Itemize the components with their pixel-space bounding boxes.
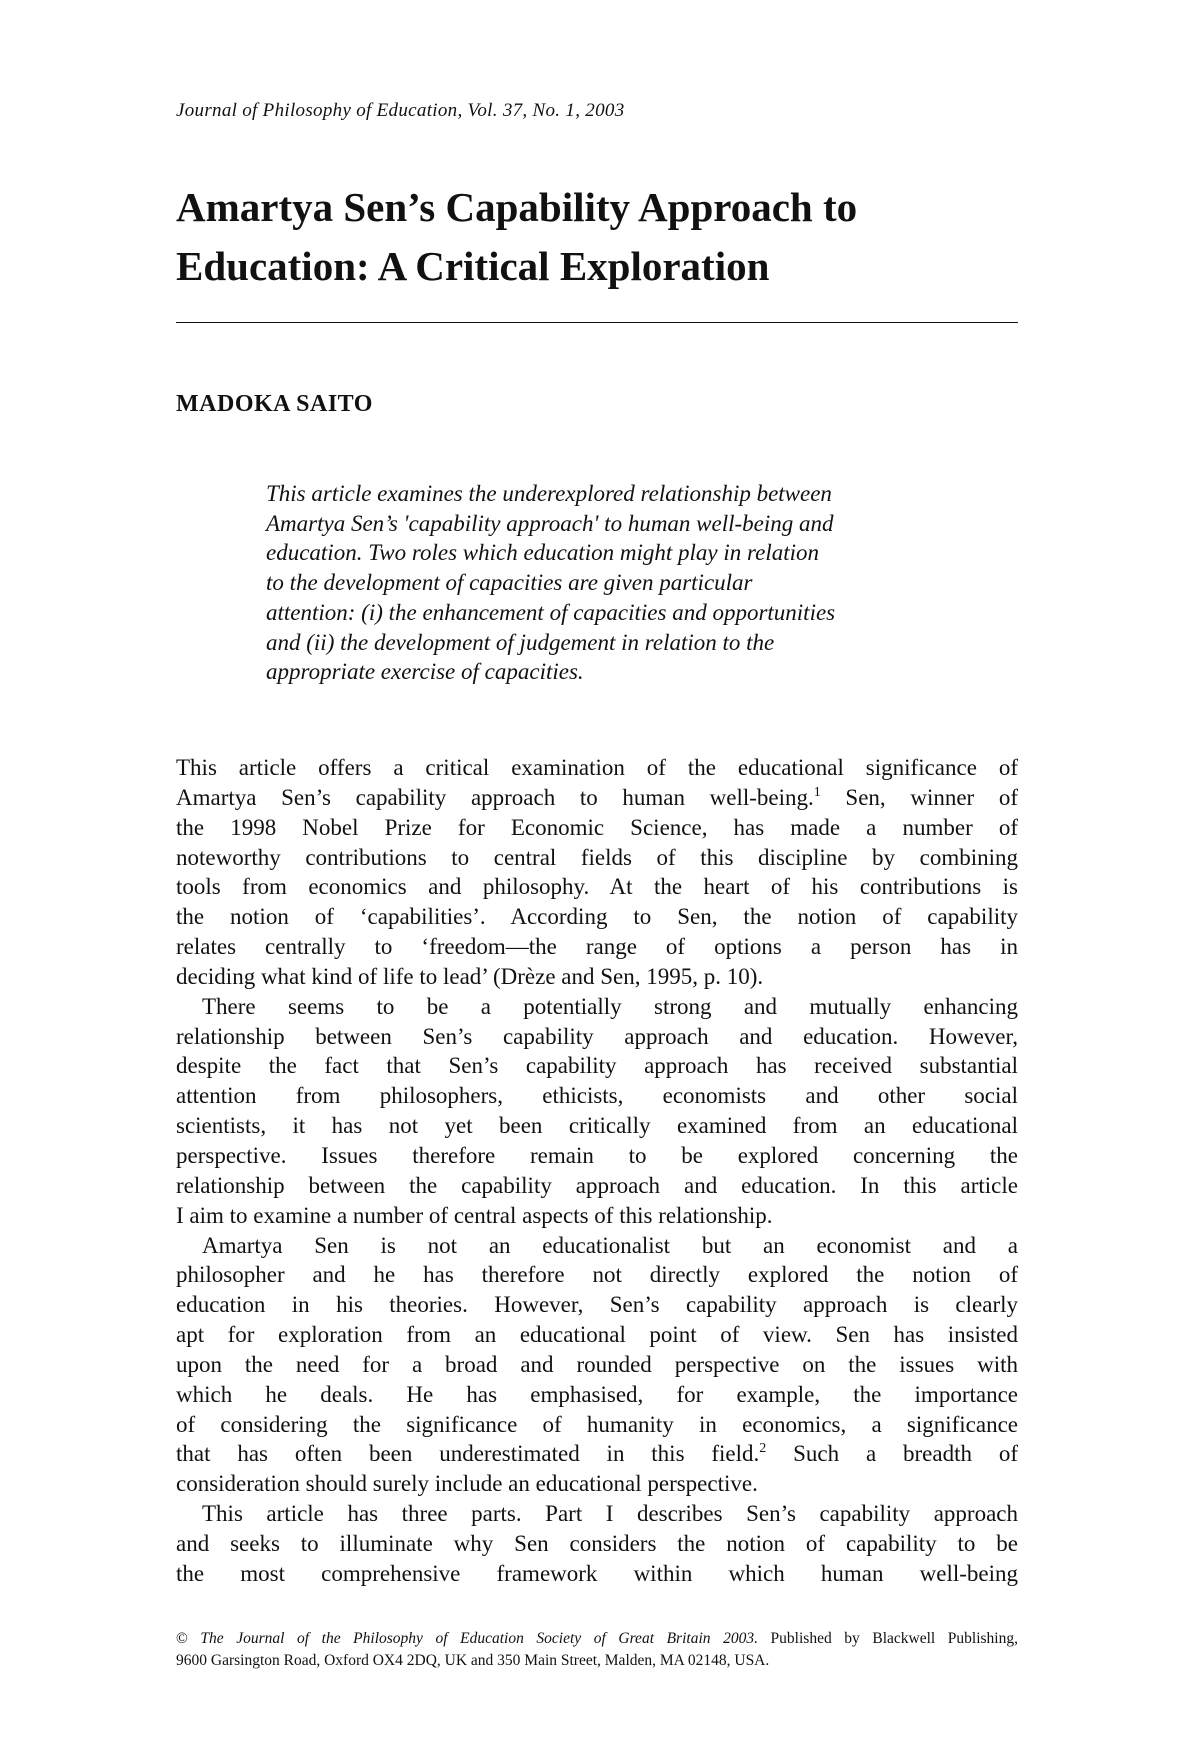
author-name: MADOKA SAITO xyxy=(176,391,373,417)
text-line: the most comprehensive framework within which human well-being xyxy=(176,1560,1018,1586)
text-line: relationship between the capability approach and education. In this article xyxy=(176,1172,1018,1198)
text-line: the 1998 Nobel Prize for Economic Science, has made a number of xyxy=(176,814,1018,840)
text-line xyxy=(176,783,1018,813)
text-line: the notion of ‘capabilities’. According to Sen, the notion of capability xyxy=(176,904,1018,930)
text-line: education in his theories. However, Sen’s capability approach is clearly xyxy=(176,1292,1018,1318)
title-divider xyxy=(176,322,1018,323)
abstract-line: appropriate exercise of capacities. xyxy=(266,659,584,685)
abstract-line: and (ii) the development of judgement in relation to the xyxy=(266,629,775,655)
footer-line-1 xyxy=(176,1628,1018,1650)
article-title-line-2: Education: A Critical Exploration xyxy=(176,243,770,289)
article-title-line-1: Amartya Sen’s Capability Approach to xyxy=(176,184,858,230)
abstract-line: attention: (i) the enhancement of capacities and opportunities xyxy=(266,599,836,625)
text-line: perspective. Issues therefore remain to be explored concerning the xyxy=(176,1142,1018,1168)
text-line: deciding what kind of life to lead’ (Drèze and Sen, 1995, p. 10). xyxy=(176,963,764,989)
text-line: relationship between Sen’s capability approach and education. However, xyxy=(176,1023,1018,1049)
footnote-ref-1[interactable]: 1 xyxy=(813,784,821,800)
text-line: despite the fact that Sen’s capability approach has received substantial xyxy=(176,1053,1018,1079)
text-fragment: Sen, winner of xyxy=(820,784,1019,810)
text-line: scientists, it has not yet been critically examined from an educational xyxy=(176,1113,1018,1139)
text-line: This article offers a critical examination of the educational significance of xyxy=(176,755,1018,780)
text-line: attention from philosophers, ethicists, economists and other social xyxy=(176,1083,1018,1109)
abstract-line: This article examines the underexplored relationship between xyxy=(266,481,832,506)
copyright-footer xyxy=(176,1628,1018,1672)
text-line: There seems to be a potentially strong and mutually enhancing xyxy=(202,993,1018,1019)
abstract-line: Amartya Sen’s 'capability approach' to human well-being and xyxy=(266,510,834,536)
publisher-name: Published by Blackwell Publishing, xyxy=(757,1630,1018,1647)
footnote-ref-2[interactable]: 2 xyxy=(759,1441,767,1457)
text-line: which he deals. He has emphasised, for example, the importance xyxy=(176,1381,1018,1407)
journal-header: Journal of Philosophy of Education, Vol. 37, No. 1, 2003 xyxy=(176,100,625,121)
text-line: consideration should surely include an educational perspective. xyxy=(176,1471,758,1497)
text-line: relates centrally to ‘freedom—the range of options a person has in xyxy=(176,934,1018,960)
text-line: tools from economics and philosophy. At the heart of his contributions is xyxy=(176,874,1018,900)
article-body xyxy=(176,753,1018,1589)
paragraph-4 xyxy=(176,1499,1018,1589)
paragraph-3 xyxy=(176,1231,1018,1500)
abstract-line: education. Two roles which education might play in relation xyxy=(266,540,820,566)
abstract xyxy=(266,479,986,687)
copyright-icon: © xyxy=(176,1630,188,1647)
text-line xyxy=(176,1439,1018,1469)
text-line: philosopher and he has therefore not directly explored the notion of xyxy=(176,1262,1018,1288)
text-line: I aim to examine a number of central aspects of this relationship. xyxy=(176,1202,773,1228)
abstract-line: to the development of capacities are given particular xyxy=(266,570,753,596)
text-fragment: Amartya Sen’s capability approach to human well-being. xyxy=(176,784,814,810)
text-line: upon the need for a broad and rounded perspective on the issues with xyxy=(176,1351,1018,1377)
text-line: noteworthy contributions to central fields of this discipline by combining xyxy=(176,844,1018,870)
text-line: This article has three parts. Part I describes Sen’s capability approach xyxy=(202,1501,1018,1527)
text-line: Amartya Sen is not an educationalist but an economist and a xyxy=(202,1232,1018,1258)
text-line: and seeks to illuminate why Sen considers the notion of capability to be xyxy=(176,1530,1018,1556)
society-name: The Journal of the Philosophy of Education Society of Great Britain 2003. xyxy=(187,1630,758,1647)
text-fragment: Such a breadth of xyxy=(766,1441,1018,1467)
paragraph-2 xyxy=(176,992,1018,1231)
article-title xyxy=(176,178,1036,296)
publisher-address: 9600 Garsington Road, Oxford OX4 2DQ, UK and 350 Main Street, Malden, MA 02148, USA. xyxy=(176,1652,770,1669)
text-fragment: that has often been underestimated in this field. xyxy=(176,1441,760,1467)
paragraph-1 xyxy=(176,753,1018,992)
text-line: apt for exploration from an educational point of view. Sen has insisted xyxy=(176,1322,1018,1348)
text-line: of considering the significance of humanity in economics, a significance xyxy=(176,1411,1018,1437)
